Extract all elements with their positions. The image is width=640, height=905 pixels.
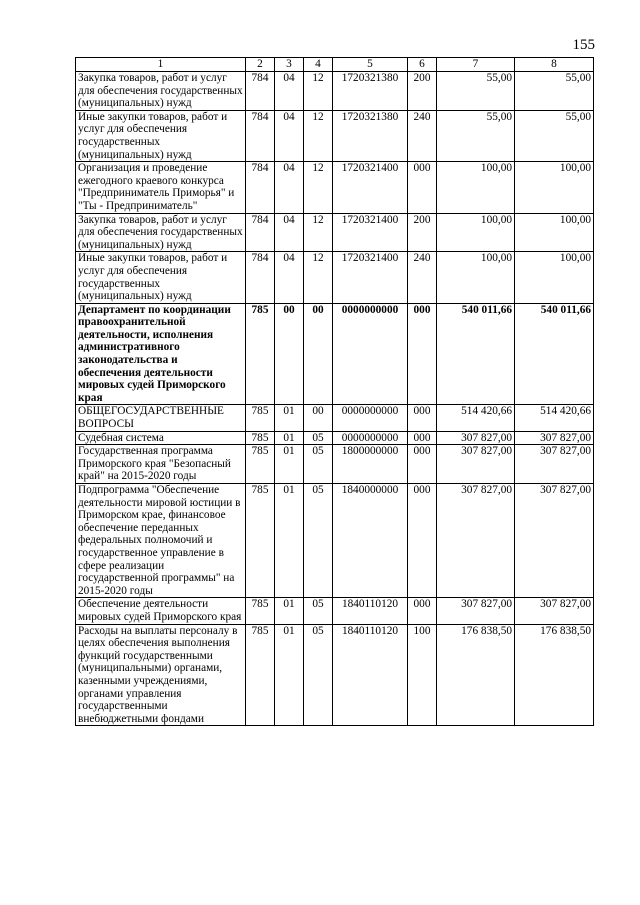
- row-target-code: 1720321400: [333, 252, 408, 303]
- row-target-code: 1800000000: [333, 445, 408, 484]
- row-section-code: 01: [275, 624, 304, 726]
- table-row: [76, 110, 594, 161]
- row-subsection-code: 05: [304, 431, 333, 445]
- row-expense-type: 200: [408, 213, 437, 252]
- row-target-code: 0000000000: [333, 431, 408, 445]
- row-amount-7: 55,00: [437, 72, 515, 111]
- row-amount-8: 55,00: [515, 110, 594, 161]
- row-amount-7: 307 827,00: [437, 445, 515, 484]
- row-name: Подпрограмма "Обеспечение деятельности мировой юстиции в Приморском крае, финансовое обеспечение переданных федеральных полномочий и государственное управление в сфере реализации государственной программы" на 2015-2020 годы: [76, 484, 246, 598]
- row-subsection-code: 12: [304, 213, 333, 252]
- row-ministry-code: 785: [246, 484, 275, 598]
- table-row: [76, 252, 594, 303]
- row-subsection-code: 12: [304, 162, 333, 213]
- row-ministry-code: 785: [246, 598, 275, 624]
- row-subsection-code: 12: [304, 110, 333, 161]
- row-name: Закупка товаров, работ и услуг для обеспечения государственных (муниципальных) нужд: [76, 213, 246, 252]
- page-number: 155: [572, 37, 595, 53]
- row-section-code: 04: [275, 162, 304, 213]
- row-name: Расходы на выплаты персоналу в целях обеспечения выполнения функций государственными (муниципальными) органами, казенными учреждениями, органами управления государственными внебюджетными фондами: [76, 624, 246, 726]
- row-target-code: 0000000000: [333, 405, 408, 431]
- row-target-code: 1840110120: [333, 624, 408, 726]
- row-expense-type: 000: [408, 303, 437, 405]
- row-target-code: 1720321400: [333, 162, 408, 213]
- column-header: 3: [275, 58, 304, 72]
- row-section-code: 01: [275, 445, 304, 484]
- row-amount-8: 307 827,00: [515, 431, 594, 445]
- row-section-code: 01: [275, 484, 304, 598]
- table-row: [76, 445, 594, 484]
- row-ministry-code: 784: [246, 72, 275, 111]
- row-ministry-code: 784: [246, 162, 275, 213]
- row-name: Организация и проведение ежегодного краевого конкурса "Предприниматель Приморья" и "Ты - Предприниматель": [76, 162, 246, 213]
- row-section-code: 01: [275, 431, 304, 445]
- row-subsection-code: 05: [304, 598, 333, 624]
- row-target-code: 1720321380: [333, 110, 408, 161]
- row-subsection-code: 12: [304, 72, 333, 111]
- row-expense-type: 000: [408, 405, 437, 431]
- row-target-code: 1840110120: [333, 598, 408, 624]
- column-number-row: [76, 58, 594, 72]
- row-amount-8: 100,00: [515, 252, 594, 303]
- row-section-code: 04: [275, 110, 304, 161]
- row-subsection-code: 05: [304, 445, 333, 484]
- row-amount-7: 307 827,00: [437, 431, 515, 445]
- row-amount-8: 540 011,66: [515, 303, 594, 405]
- row-expense-type: 000: [408, 484, 437, 598]
- row-target-code: 0000000000: [333, 303, 408, 405]
- table-row: [76, 431, 594, 445]
- row-expense-type: 200: [408, 72, 437, 111]
- row-name: Иные закупки товаров, работ и услуг для обеспечения государственных (муниципальных) нужд: [76, 110, 246, 161]
- column-header: 6: [408, 58, 437, 72]
- row-section-code: 04: [275, 213, 304, 252]
- row-subsection-code: 12: [304, 252, 333, 303]
- row-amount-8: 307 827,00: [515, 445, 594, 484]
- row-amount-7: 100,00: [437, 162, 515, 213]
- column-header: 7: [437, 58, 515, 72]
- row-amount-8: 307 827,00: [515, 484, 594, 598]
- row-expense-type: 000: [408, 598, 437, 624]
- row-name: Департамент по координации правоохранительной деятельности, исполнения административного законодательства и обеспечения деятельности мировых судей Приморского края: [76, 303, 246, 405]
- row-amount-7: 514 420,66: [437, 405, 515, 431]
- row-expense-type: 000: [408, 431, 437, 445]
- row-subsection-code: 05: [304, 624, 333, 726]
- table-row: [76, 598, 594, 624]
- row-amount-7: 540 011,66: [437, 303, 515, 405]
- row-ministry-code: 784: [246, 252, 275, 303]
- row-amount-7: 307 827,00: [437, 484, 515, 598]
- row-name: Обеспечение деятельности мировых судей Приморского края: [76, 598, 246, 624]
- row-expense-type: 100: [408, 624, 437, 726]
- column-header: 4: [304, 58, 333, 72]
- row-amount-8: 55,00: [515, 72, 594, 111]
- table-row: [76, 162, 594, 213]
- row-ministry-code: 785: [246, 405, 275, 431]
- row-section-code: 01: [275, 405, 304, 431]
- row-subsection-code: 05: [304, 484, 333, 598]
- row-amount-8: 100,00: [515, 162, 594, 213]
- row-section-code: 04: [275, 252, 304, 303]
- column-header: 8: [515, 58, 594, 72]
- row-ministry-code: 784: [246, 213, 275, 252]
- row-name: ОБЩЕГОСУДАРСТВЕННЫЕ ВОПРОСЫ: [76, 405, 246, 431]
- column-header: 1: [76, 58, 246, 72]
- row-amount-7: 55,00: [437, 110, 515, 161]
- row-section-code: 01: [275, 598, 304, 624]
- row-name: Государственная программа Приморского края "Безопасный край" на 2015-2020 годы: [76, 445, 246, 484]
- table-row-department: [76, 303, 594, 405]
- column-header: 2: [246, 58, 275, 72]
- row-ministry-code: 784: [246, 110, 275, 161]
- table-row: [76, 72, 594, 111]
- row-target-code: 1840000000: [333, 484, 408, 598]
- budget-table: [75, 57, 594, 726]
- row-subsection-code: 00: [304, 303, 333, 405]
- row-amount-7: 100,00: [437, 252, 515, 303]
- row-expense-type: 240: [408, 252, 437, 303]
- row-expense-type: 000: [408, 162, 437, 213]
- row-section-code: 04: [275, 72, 304, 111]
- table-row: [76, 624, 594, 726]
- row-name: Судебная система: [76, 431, 246, 445]
- table-row: [76, 484, 594, 598]
- table-row: [76, 405, 594, 431]
- row-ministry-code: 785: [246, 303, 275, 405]
- row-subsection-code: 00: [304, 405, 333, 431]
- row-target-code: 1720321380: [333, 72, 408, 111]
- row-ministry-code: 785: [246, 445, 275, 484]
- row-name: Закупка товаров, работ и услуг для обеспечения государственных (муниципальных) нужд: [76, 72, 246, 111]
- row-amount-7: 100,00: [437, 213, 515, 252]
- row-amount-7: 176 838,50: [437, 624, 515, 726]
- row-ministry-code: 785: [246, 431, 275, 445]
- table-row: [76, 213, 594, 252]
- column-header: 5: [333, 58, 408, 72]
- row-target-code: 1720321400: [333, 213, 408, 252]
- row-amount-8: 100,00: [515, 213, 594, 252]
- row-amount-8: 176 838,50: [515, 624, 594, 726]
- row-name: Иные закупки товаров, работ и услуг для обеспечения государственных (муниципальных) нужд: [76, 252, 246, 303]
- row-expense-type: 240: [408, 110, 437, 161]
- row-expense-type: 000: [408, 445, 437, 484]
- row-amount-8: 307 827,00: [515, 598, 594, 624]
- row-amount-8: 514 420,66: [515, 405, 594, 431]
- row-ministry-code: 785: [246, 624, 275, 726]
- row-amount-7: 307 827,00: [437, 598, 515, 624]
- row-section-code: 00: [275, 303, 304, 405]
